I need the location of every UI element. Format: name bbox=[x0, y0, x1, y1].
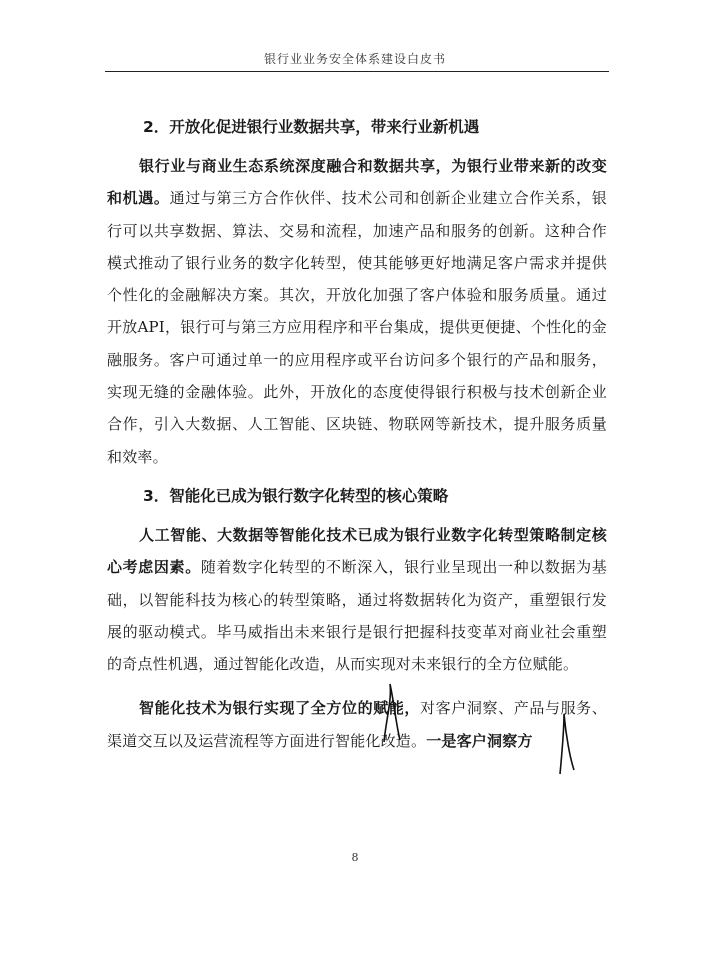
paragraph-lead: 人工智能、大数据等智能化技术已成为银行业数字化转型策略制定核心考虑因素。 bbox=[107, 525, 607, 577]
paragraph-body: 随着数字化转型的不断深入，银行业呈现出一种以数据为基础，以智能科技为核心的转型策略，通过将数据转化为资产，重塑银行发展的驱动模式。毕马威指出未来银行是银行把握科技变革对商业社会重塑的奇点性机遇，通过智能化改造，从而实现对未来银行的全方位赋能。 bbox=[107, 558, 608, 674]
paragraph-body: 对客户洞察、产品与服务、渠道交互以及运营流程等方面进行智能化改造。 bbox=[107, 699, 607, 750]
section-heading-3: 3．智能化已成为银行数字化转型的核心策略 bbox=[143, 486, 449, 505]
running-header: 银行业业务安全体系建设白皮书 bbox=[263, 52, 446, 66]
section-heading-2: 2．开放化促进银行业数据共享，带来行业新机遇 bbox=[143, 118, 480, 136]
paragraph-body: 通过与第三方合作伙伴、技术公司和创新企业建立合作关系，银行可以共享数据、算法、交易和流程，加速产品和服务的创新。这种合作模式推动了银行业务的数字化转型，使其能够更好地满足客户需求并提供个性化的金融解决方案。其次，开放化加强了客户体验和服务质量。通过开放API，银行可与第三方应用程序和平台集成，提供更便捷、个性化的金融服务。客户可通过单一的应用程序或平台访问多个银行的产品和服务，实现无缝的金融体验。此外，开放化的态度使得银行积极与技术创新企业合作，引入大数据、人工智能、区块链、物联网等新技术，提升服务质量和效率。 bbox=[107, 189, 607, 466]
paragraph-openness bbox=[107, 150, 607, 473]
header-rule bbox=[105, 71, 609, 72]
paragraph-empowerment bbox=[107, 692, 607, 757]
paragraph-lead-continued: 一是客户洞察方 bbox=[426, 731, 533, 750]
page-body bbox=[107, 108, 607, 757]
page-number: 8 bbox=[351, 851, 359, 864]
paragraph-lead: 智能化技术为银行实现了全方位的赋能， bbox=[139, 699, 421, 718]
paragraph-lead: 银行业与商业生态系统深度融合和数据共享，为银行业带来新的改变和机遇。 bbox=[107, 157, 607, 208]
spacer bbox=[107, 680, 607, 692]
paragraph-intelligence bbox=[107, 519, 607, 680]
